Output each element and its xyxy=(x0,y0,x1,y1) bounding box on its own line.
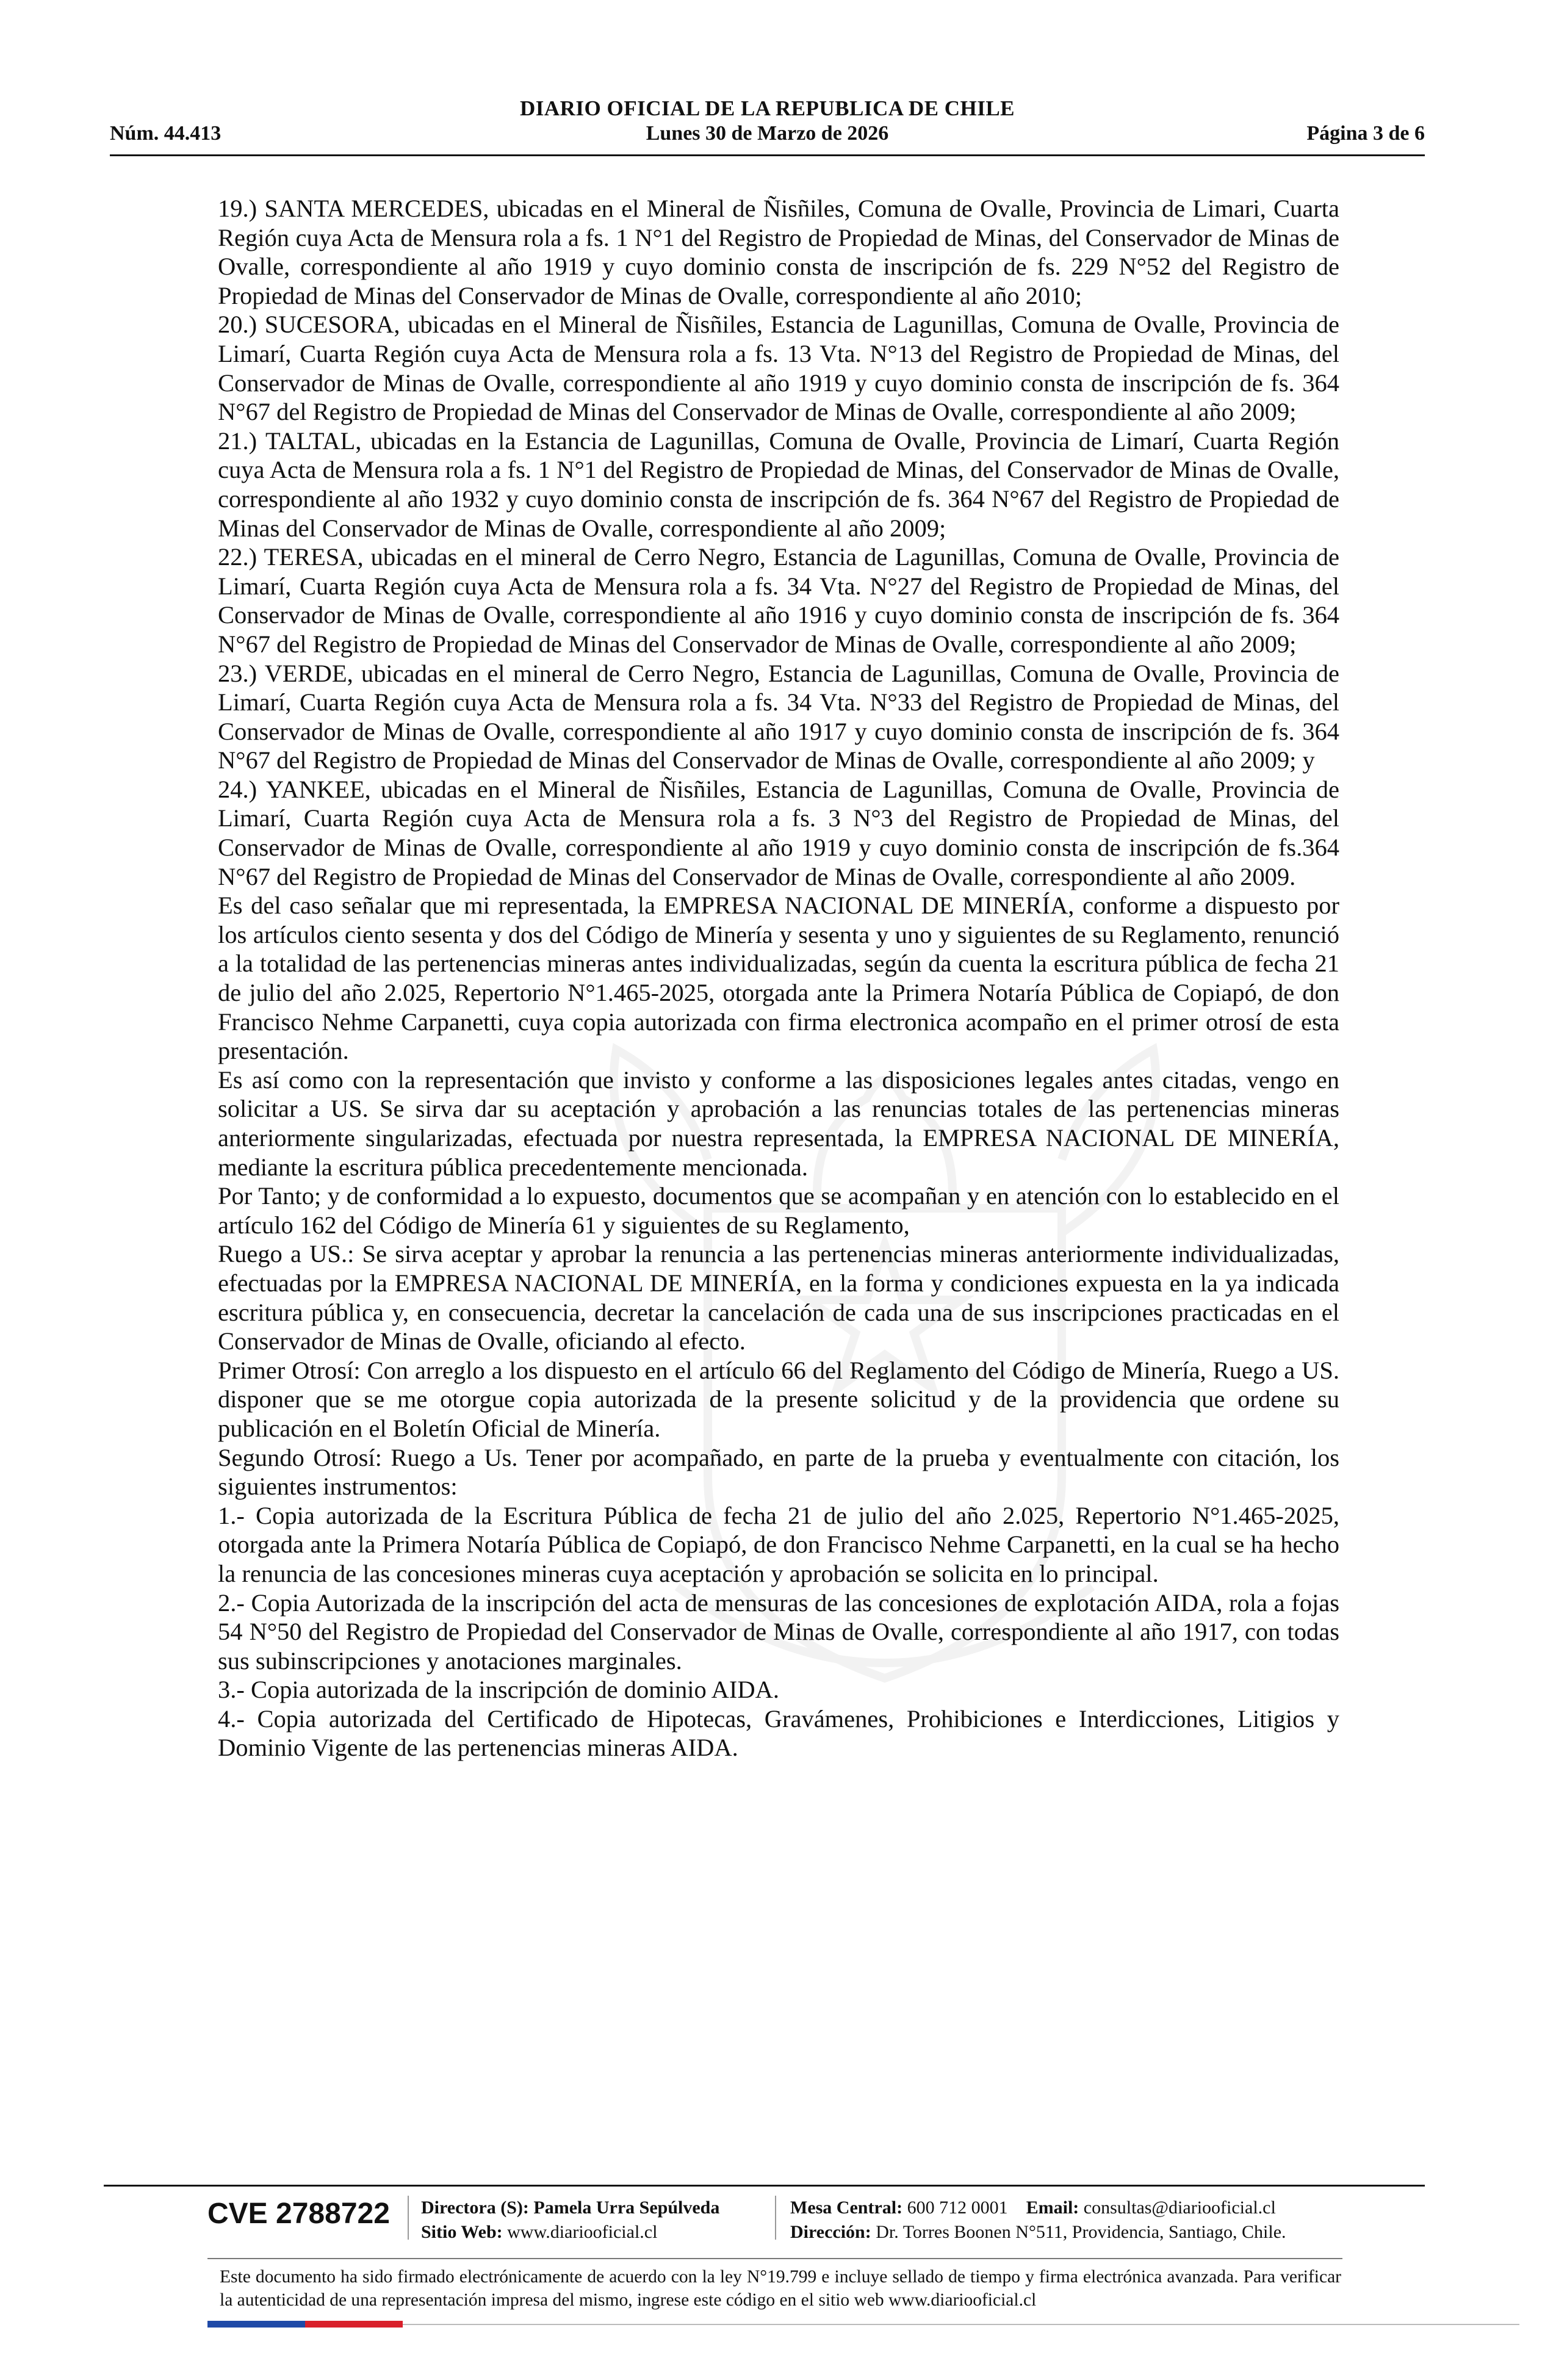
footer-divider xyxy=(104,2185,1425,2187)
flag-color-bar xyxy=(207,2321,403,2328)
body-paragraph: 22.) TERESA, ubicadas en el mineral de Cerro Negro, Estancia de Lagunillas, Comuna de Ovalle, Provincia de Limarí, Cuarta Región cuya Acta de Mensura rola a fs. 34 Vta. N°27 del Registro de Propiedad de Minas, del Conservador de Minas de Ovalle, correspondiente al año 1916 y cuyo dominio consta de inscripción de fs. 364 N°67 del Registro de Propiedad de Minas del Conservador de Minas de Ovalle, correspondiente al año 2009; xyxy=(218,543,1339,658)
body-paragraph: 19.) SANTA MERCEDES, ubicadas en el Mineral de Ñisñiles, Comuna de Ovalle, Provincia de Limari, Cuarta Región cuya Acta de Mensura rola a fs. 1 N°1 del Registro de Propiedad de Minas, del Conservador de Minas de Ovalle, correspondiente al año 1919 y cuyo dominio consta de inscripción de fs. 229 N°52 del Registro de Propiedad de Minas del Conservador de Minas de Ovalle, correspondiente al año 2010; xyxy=(218,195,1339,309)
header-divider xyxy=(110,154,1425,156)
mesa-phone: 600 712 0001 xyxy=(907,2198,1008,2218)
body-paragraph: Primer Otrosí: Con arreglo a los dispuesto en el artículo 66 del Reglamento del Código de Minería, Ruego a US. disponer que se me otorgue copia autorizada de la presente solicitud y de la providencia que ordene su publicación en el Boletín Oficial de Minería. xyxy=(218,1356,1339,1442)
site-link[interactable]: www.diariooficial.cl xyxy=(507,2222,658,2242)
signature-disclaimer: Este documento ha sido firmado electrónicamente de acuerdo con la ley N°19.799 e incluye sellado de tiempo y firma electrónica avanzada. Para verificar la autenticidad de una representación impresa del mismo, ingrese este código en el sitio web www.diariooficial.cl xyxy=(220,2267,1341,2310)
body-paragraph: Es así como con la representación que invisto y conforme a las disposiciones legales antes citadas, vengo en solicitar a US. Se sirva dar su aceptación y aprobación a las renuncias totales de las pertenencias mineras anteriormente singularizadas, efectuada por nuestra representada, la EMPRESA NACIONAL DE MINERÍA, mediante la escritura pública precedentemente mencionada. xyxy=(218,1066,1339,1181)
footer-separator xyxy=(775,2196,776,2240)
body-paragraph: 24.) YANKEE, ubicadas en el Mineral de Ñisñiles, Estancia de Lagunillas, Comuna de Ovalle, Provincia de Limarí, Cuarta Región cuya Acta de Mensura rola a fs. 3 N°3 del Registro de Propiedad de Minas, del Conservador de Minas de Ovalle, correspondiente al año 1919 y cuyo dominio consta de inscripción de fs.364 N°67 del Registro de Propiedad de Minas del Conservador de Minas de Ovalle, correspondiente al año 2009. xyxy=(218,775,1339,890)
newspaper-title: DIARIO OFICIAL DE LA REPUBLICA DE CHILE xyxy=(519,96,1015,120)
cve-code: CVE 2788722 xyxy=(207,2198,390,2230)
flag-blue-segment xyxy=(207,2321,305,2328)
body-paragraph: 23.) VERDE, ubicadas en el mineral de Cerro Negro, Estancia de Lagunillas, Comuna de Ovalle, Provincia de Limarí, Cuarta Región cuya Acta de Mensura rola a fs. 34 Vta. N°33 del Registro de Propiedad de Minas, del Conservador de Minas de Ovalle, correspondiente al año 1917 y cuyo dominio consta de inscripción de fs. 364 N°67 del Registro de Propiedad de Minas del Conservador de Minas de Ovalle, correspondiente al año 2009; y xyxy=(218,659,1339,774)
address-value: Dr. Torres Boonen N°511, Providencia, Santiago, Chile. xyxy=(876,2222,1286,2242)
email-link[interactable]: consultas@diariooficial.cl xyxy=(1083,2198,1276,2218)
mesa-label: Mesa Central: xyxy=(790,2198,903,2218)
footer-director-block xyxy=(421,2196,719,2245)
body-paragraph: Por Tanto; y de conformidad a lo expuesto, documentos que se acompañan y en atención con lo establecido en el artículo 162 del Código de Minería 61 y siguientes de su Reglamento, xyxy=(218,1182,1339,1239)
issue-number: Núm. 44.413 xyxy=(110,122,222,145)
body-paragraph: Ruego a US.: Se sirva aceptar y aprobar la renuncia a las pertenencias mineras anteriormente individualizadas, efectuadas por la EMPRESA NACIONAL DE MINERÍA, en la forma y condiciones expuesta en la ya indicada escritura pública y, en consecuencia, decretar la cancelación de cada una de sus inscripciones practicadas en el Conservador de Minas de Ovalle, oficiando al efecto. xyxy=(218,1240,1339,1355)
body-paragraph: 3.- Copia autorizada de la inscripción de dominio AIDA. xyxy=(218,1676,780,1704)
issue-date: Lunes 30 de Marzo de 2026 xyxy=(646,122,889,145)
body-paragraph: 21.) TALTAL, ubicadas en la Estancia de Lagunillas, Comuna de Ovalle, Provincia de Limarí, Cuarta Región cuya Acta de Mensura rola a fs. 1 N°1 del Registro de Propiedad de Minas, del Conservador de Minas de Ovalle, correspondiente al año 1932 y cuyo dominio consta de inscripción de fs. 364 N°67 del Registro de Propiedad de Minas del Conservador de Minas de Ovalle, correspondiente al año 2009; xyxy=(218,427,1339,542)
body-paragraph: 20.) SUCESORA, ubicadas en el Mineral de Ñisñiles, Estancia de Lagunillas, Comuna de Ovalle, Provincia de Limarí, Cuarta Región cuya Acta de Mensura rola a fs. 13 Vta. N°13 del Registro de Propiedad de Minas, del Conservador de Minas de Ovalle, correspondiente al año 1919 y cuyo dominio consta de inscripción de fs. 364 N°67 del Registro de Propiedad de Minas del Conservador de Minas de Ovalle, correspondiente al año 2009; xyxy=(218,311,1339,426)
body-paragraph: 1.- Copia autorizada de la Escritura Pública de fecha 21 de julio del año 2.025, Repertorio N°1.465-2025, otorgada ante la Primera Notaría Pública de Copiapó, de don Francisco Nehme Carpanetti, en la cual se ha hecho la renuncia de las concesiones mineras cuya aceptación y aprobación se solicita en lo principal. xyxy=(218,1501,1339,1587)
footer-separator xyxy=(408,2196,409,2240)
body-paragraph: 4.- Copia autorizada del Certificado de Hipotecas, Gravámenes, Prohibiciones e Interdicciones, Litigios y Dominio Vigente de las pertenencias mineras AIDA. xyxy=(218,1704,1339,1762)
page-header xyxy=(110,92,1425,159)
document-body xyxy=(218,194,1339,1762)
bottom-divider xyxy=(403,2324,1519,2325)
site-label: Sitio Web: xyxy=(421,2222,503,2242)
director-label: Directora (S): xyxy=(421,2198,529,2218)
body-paragraph: 2.- Copia Autorizada de la inscripción del acta de mensuras de las concesiones de explotación AIDA, rola a fojas 54 N°50 del Registro de Propiedad del Conservador de Minas de Ovalle, correspondiente al año 1917, con todas sus subinscripciones y anotaciones marginales. xyxy=(218,1588,1339,1675)
email-label: Email: xyxy=(1026,2198,1079,2218)
body-paragraph: Segundo Otrosí: Ruego a Us. Tener por acompañado, en parte de la prueba y eventualmente con citación, los siguientes instrumentos: xyxy=(218,1443,1339,1501)
flag-red-segment xyxy=(305,2321,403,2328)
address-label: Dirección: xyxy=(790,2222,871,2242)
body-paragraph: Es del caso señalar que mi representada, la EMPRESA NACIONAL DE MINERÍA, conforme a dispuesto por los artículos ciento sesenta y dos del Código de Minería y sesenta y uno y siguientes de su Reglamento, renunció a la totalidad de las pertenencias mineras antes individualizadas, según da cuenta la escritura pública de fecha 21 de julio del año 2.025, Repertorio N°1.465-2025, otorgada ante la Primera Notaría Pública de Copiapó, de don Francisco Nehme Carpanetti, cuya copia autorizada con firma electronica acompaño en el primer otrosí de esta presentación. xyxy=(218,892,1339,1065)
footer-divider-thin xyxy=(207,2258,1342,2259)
footer-contact-block xyxy=(790,2196,1286,2245)
page-number: Página 3 de 6 xyxy=(1306,122,1425,145)
director-name: Pamela Urra Sepúlveda xyxy=(533,2198,720,2218)
